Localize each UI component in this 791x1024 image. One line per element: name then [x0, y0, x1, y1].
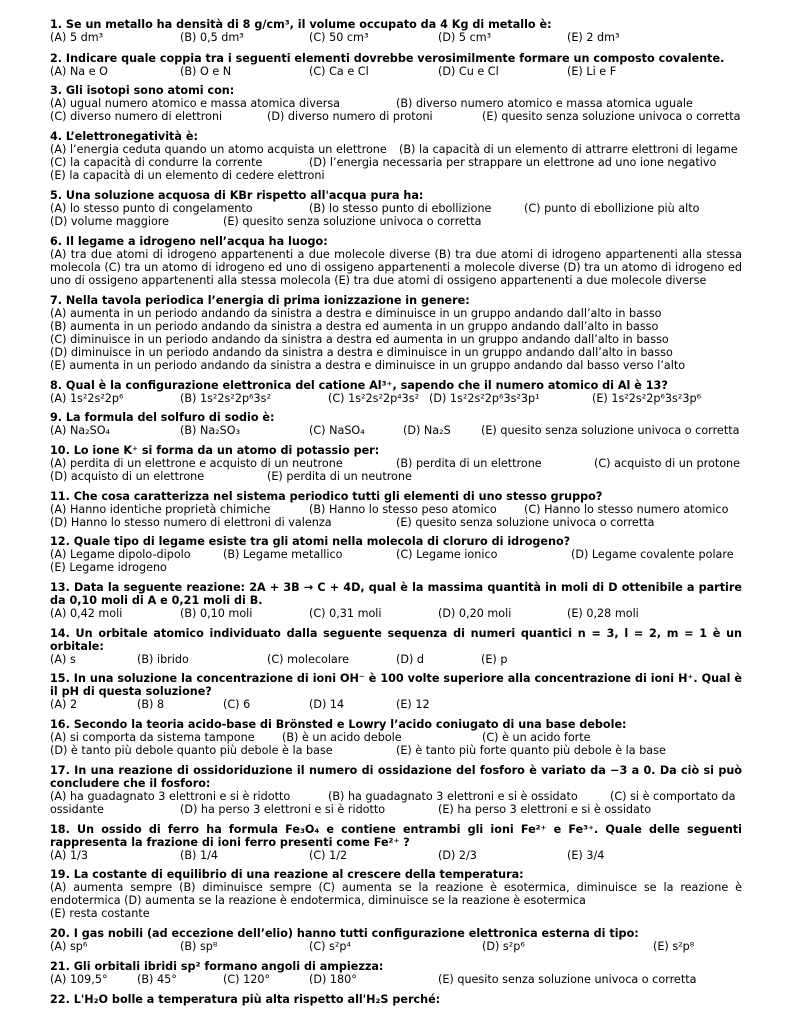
question-5-options-row1 — [50, 202, 742, 215]
q4-option-a: (A) l’energia ceduta quando un atomo acquista un elettrone — [50, 143, 387, 156]
question-21 — [50, 960, 742, 986]
q20-option-d: (D) s²p⁶ — [482, 940, 525, 953]
question-3-options-row2 — [50, 110, 742, 123]
question-7-title: 7. Nella tavola periodica l’energia di prima ionizzazione in genere: — [50, 294, 470, 307]
q13-option-b: (B) 0,10 moli — [180, 607, 253, 620]
q3-option-e: (E) quesito senza soluzione univoca o corretta — [482, 110, 741, 123]
q1-option-b: (B) 0,5 dm³ — [180, 31, 244, 44]
q9-option-a: (A) Na₂SO₄ — [50, 424, 111, 437]
question-17-options-row2 — [50, 803, 742, 816]
question-21-title: 21. Gli orbitali ibridi sp² formano angoli di ampiezza: — [50, 960, 384, 973]
question-7-options-row3 — [50, 333, 742, 346]
question-12-options-row1 — [50, 548, 742, 561]
q8-option-b: (B) 1s²2s²2p⁶3s² — [180, 392, 271, 405]
q5-option-e: (E) quesito senza soluzione univoca o corretta — [223, 215, 482, 228]
q12-option-c: (C) Legame ionico — [396, 548, 498, 561]
question-18-title: 18. Un ossido di ferro ha formula Fe₃O₄ e contiene entrambi gli ioni Fe²⁺ e Fe³⁺. Quale delle seguenti rappresenta la frazione di ioni ferro presenti come Fe²⁺ ? — [50, 823, 742, 849]
q14-option-e: (E) p — [481, 653, 508, 666]
q20-option-c: (C) s²p⁴ — [309, 940, 351, 953]
q13-option-d: (D) 0,20 moli — [438, 607, 512, 620]
q21-option-a: (A) 109,5° — [50, 973, 108, 986]
q2-option-b: (B) O e N — [180, 65, 232, 78]
question-7-options-row1 — [50, 307, 742, 320]
q11-option-e: (E) quesito senza soluzione univoca o corretta — [396, 516, 655, 529]
q8-option-c: (C) 1s²2s²2p⁴3s² — [328, 392, 420, 405]
question-19-title: 19. La costante di equilibrio di una reazione al crescere della temperatura: — [50, 868, 524, 881]
q13-option-e: (E) 0,28 moli — [567, 607, 639, 620]
question-7-options-row2 — [50, 320, 742, 333]
question-19 — [50, 868, 742, 920]
question-15-title: 15. In una soluzione la concentrazione di ioni OH⁻ è 100 volte superiore alla concentrazione di ioni H⁺. Qual è il pH di questa soluzione? — [50, 672, 742, 698]
question-11-title: 11. Che cosa caratterizza nel sistema periodico tutti gli elementi di uno stesso gruppo? — [50, 490, 603, 503]
question-9 — [50, 411, 742, 437]
q14-option-d: (D) d — [396, 653, 425, 666]
q8-option-d: (D) 1s²2s²2p⁶3s²3p¹ — [429, 392, 540, 405]
question-10-title: 10. Lo ione K⁺ si forma da un atomo di potassio per: — [50, 444, 380, 457]
question-12 — [50, 535, 742, 574]
question-3-options-row1 — [50, 97, 742, 110]
q18-option-c: (C) 1/2 — [309, 849, 348, 862]
question-15-options — [50, 698, 742, 711]
q15-option-c: (C) 6 — [223, 698, 251, 711]
question-5 — [50, 189, 742, 228]
q2-option-d: (D) Cu e Cl — [438, 65, 499, 78]
question-21-options — [50, 973, 742, 986]
q21-option-b: (B) 45° — [137, 973, 177, 986]
question-22-title: 22. L'H₂O bolle a temperatura più alta rispetto all'H₂S perché: — [50, 993, 441, 1006]
question-18-options — [50, 849, 742, 862]
q11-option-b: (B) Hanno lo stesso peso atomico — [309, 503, 497, 516]
q18-option-a: (A) 1/3 — [50, 849, 88, 862]
q9-option-e: (E) quesito senza soluzione univoca o corretta — [481, 424, 740, 437]
q5-option-b: (B) lo stesso punto di ebollizione — [309, 202, 492, 215]
question-15 — [50, 672, 742, 711]
q12-option-e: (E) Legame idrogeno — [50, 561, 167, 574]
question-1 — [50, 18, 742, 44]
question-13-title: 13. Data la seguente reazione: 2A + 3B → C + 4D, qual è la massima quantità in moli di D ottenibile a partire da 0,10 moli di A e 0,21 moli di B. — [50, 581, 742, 607]
q18-option-d: (D) 2/3 — [438, 849, 477, 862]
question-19-options: (A) aumenta sempre (B) diminuisce sempre (C) aumenta se la reazione è esotermica, diminuisce se la reazione è endotermica (D) aumenta se la reazione è endotermica, diminuisce se la reazione è esotermica — [50, 881, 742, 907]
q11-option-d: (D) Hanno lo stesso numero di elettroni di valenza — [50, 516, 332, 529]
q10-option-c: (C) acquisto di un protone — [594, 457, 741, 470]
question-8-title: 8. Qual è la configurazione elettronica del catione Al³⁺, sapendo che il numero atomico di Al è 13? — [50, 379, 668, 392]
question-17-options-row1 — [50, 790, 742, 803]
q9-option-b: (B) Na₂SO₃ — [180, 424, 241, 437]
q18-option-e: (E) 3/4 — [567, 849, 605, 862]
q4-option-b: (B) la capacità di un elemento di attrarre elettroni di legame — [399, 143, 738, 156]
question-12-options-row2 — [50, 561, 742, 574]
q5-option-c: (C) punto di ebollizione più alto — [524, 202, 700, 215]
question-13 — [50, 581, 742, 620]
q10-option-d: (D) acquisto di un elettrone — [50, 470, 205, 483]
q16-option-d: (D) è tanto più debole quanto più debole è la base — [50, 744, 333, 757]
q10-option-b: (B) perdita di un elettrone — [396, 457, 542, 470]
q4-option-d: (D) l’energia necessaria per strappare un elettrone ad uno ione negativo — [309, 156, 717, 169]
q2-option-c: (C) Ca e Cl — [309, 65, 369, 78]
question-6-title: 6. Il legame a idrogeno nell’acqua ha luogo: — [50, 235, 328, 248]
q16-option-a: (A) si comporta da sistema tampone — [50, 731, 255, 744]
question-9-options — [50, 424, 742, 437]
q18-option-b: (B) 1/4 — [180, 849, 218, 862]
q2-option-a: (A) Na e O — [50, 65, 108, 78]
q21-option-c: (C) 120° — [223, 973, 271, 986]
question-2-options — [50, 65, 742, 78]
question-22 — [50, 993, 742, 1006]
q12-option-d: (D) Legame covalente polare — [571, 548, 734, 561]
question-11 — [50, 490, 742, 529]
question-4-options-row2 — [50, 156, 742, 169]
q1-option-a: (A) 5 dm³ — [50, 31, 104, 44]
q8-option-a: (A) 1s²2s²2p⁶ — [50, 392, 124, 405]
q12-option-b: (B) Legame metallico — [223, 548, 343, 561]
question-1-title: 1. Se un metallo ha densità di 8 g/cm³, il volume occupato da 4 Kg di metallo è: — [50, 18, 552, 31]
question-13-options — [50, 607, 742, 620]
question-4-options-row1 — [50, 143, 742, 156]
q1-option-d: (D) 5 cm³ — [438, 31, 492, 44]
q9-option-c: (C) NaSO₄ — [309, 424, 365, 437]
question-18 — [50, 823, 742, 862]
q3-option-b: (B) diverso numero atomico e massa atomica uguale — [396, 97, 693, 110]
question-9-title: 9. La formula del solfuro di sodio è: — [50, 411, 275, 424]
question-8-options — [50, 392, 742, 405]
q20-option-a: (A) sp⁶ — [50, 940, 88, 953]
question-11-options-row2 — [50, 516, 742, 529]
q1-option-c: (C) 50 cm³ — [309, 31, 369, 44]
q7-option-e: (E) aumenta in un periodo andando da sinistra a destra e diminuisce in un gruppo andando dal basso verso l’alto — [50, 359, 686, 372]
question-7-options-row4 — [50, 346, 742, 359]
question-16-title: 16. Secondo la teoria acido-base di Brönsted e Lowry l’acido coniugato di una base debole: — [50, 718, 627, 731]
question-16-options-row1 — [50, 731, 742, 744]
q5-option-a: (A) lo stesso punto di congelamento — [50, 202, 253, 215]
q19-option-e: (E) resta costante — [50, 907, 150, 920]
q15-option-e: (E) 12 — [396, 698, 430, 711]
q17-option-b: (B) ha guadagnato 3 elettroni e si è ossidato — [328, 790, 578, 803]
question-5-options-row2 — [50, 215, 742, 228]
q7-option-c: (C) diminuisce in un periodo andando da sinistra a destra ed aumenta in un gruppo andando dall’alto in basso — [50, 333, 669, 346]
q17-option-c-cont: ossidante — [50, 803, 104, 816]
question-14 — [50, 627, 742, 666]
q5-option-d: (D) volume maggiore — [50, 215, 170, 228]
q11-option-a: (A) Hanno identiche proprietà chimiche — [50, 503, 271, 516]
q11-option-c: (C) Hanno lo stesso numero atomico — [524, 503, 729, 516]
q4-option-c: (C) la capacità di condurre la corrente — [50, 156, 263, 169]
question-4 — [50, 130, 742, 182]
q4-option-e: (E) la capacità di un elemento di cedere elettroni — [50, 169, 325, 182]
q14-option-a: (A) s — [50, 653, 76, 666]
question-20-options — [50, 940, 742, 953]
q3-option-c: (C) diverso numero di elettroni — [50, 110, 223, 123]
q7-option-b: (B) aumenta in un periodo andando da sinistra a destra ed aumenta in un gruppo andando dall’alto in basso — [50, 320, 659, 333]
q9-option-d: (D) Na₂S — [403, 424, 451, 437]
question-10 — [50, 444, 742, 483]
question-10-options-row1 — [50, 457, 742, 470]
q16-option-e: (E) è tanto più forte quanto più debole è la base — [396, 744, 666, 757]
q14-option-c: (C) molecolare — [267, 653, 350, 666]
question-3-title: 3. Gli isotopi sono atomi con: — [50, 84, 235, 97]
q17-option-d: (D) ha perso 3 elettroni e si è ridotto — [180, 803, 386, 816]
q16-option-c: (C) è un acido forte — [482, 731, 591, 744]
question-5-title: 5. Una soluzione acquosa di KBr rispetto all'acqua pura ha: — [50, 189, 424, 202]
question-20 — [50, 927, 742, 953]
question-14-title: 14. Un orbitale atomico individuato dalla seguente sequenza di numeri quantici n = 3, l = 2, m = 1 è un orbitale: — [50, 627, 742, 653]
question-16 — [50, 718, 742, 757]
q17-option-c: (C) si è comportato da — [610, 790, 736, 803]
question-10-options-row2 — [50, 470, 742, 483]
question-4-options-row3 — [50, 169, 742, 182]
q12-option-a: (A) Legame dipolo-dipolo — [50, 548, 191, 561]
q20-option-b: (B) sp⁸ — [180, 940, 218, 953]
question-17-title: 17. In una reazione di ossidoriduzione il numero di ossidazione del fosforo è variato da −3 a 0. Da ciò si può concludere che il fosforo: — [50, 764, 742, 790]
question-12-title: 12. Quale tipo di legame esiste tra gli atomi nella molecola di cloruro di idrogeno? — [50, 535, 571, 548]
q16-option-b: (B) è un acido debole — [282, 731, 402, 744]
q8-option-e: (E) 1s²2s²2p⁶3s²3p⁶ — [592, 392, 702, 405]
q10-option-a: (A) perdita di un elettrone e acquisto di un neutrone — [50, 457, 343, 470]
question-17 — [50, 764, 742, 816]
question-19-options-last — [50, 907, 742, 920]
q13-option-c: (C) 0,31 moli — [309, 607, 382, 620]
q7-option-d: (D) diminuisce in un periodo andando da sinistra a destra e diminuisce in un gruppo andando dall’alto in basso — [50, 346, 673, 359]
question-16-options-row2 — [50, 744, 742, 757]
q2-option-e: (E) Li e F — [567, 65, 617, 78]
q17-option-a: (A) ha guadagnato 3 elettroni e si è ridotto — [50, 790, 291, 803]
q1-option-e: (E) 2 dm³ — [567, 31, 620, 44]
q3-option-d: (D) diverso numero di protoni — [267, 110, 433, 123]
q10-option-e: (E) perdita di un neutrone — [267, 470, 412, 483]
question-11-options-row1 — [50, 503, 742, 516]
q17-option-e: (E) ha perso 3 elettroni e si è ossidato — [438, 803, 652, 816]
q3-option-a: (A) ugual numero atomico e massa atomica diversa — [50, 97, 341, 110]
q13-option-a: (A) 0,42 moli — [50, 607, 123, 620]
question-2-title: 2. Indicare quale coppia tra i seguenti elementi dovrebbe verosimilmente formare un composto covalente. — [50, 52, 725, 65]
q21-option-e: (E) quesito senza soluzione univoca o corretta — [438, 973, 697, 986]
question-20-title: 20. I gas nobili (ad eccezione dell’elio) hanno tutti configurazione elettronica esterna di tipo: — [50, 927, 639, 940]
question-7-options-row5 — [50, 359, 742, 372]
question-7 — [50, 294, 742, 372]
question-6 — [50, 235, 742, 287]
question-2 — [50, 52, 742, 78]
question-6-options: (A) tra due atomi di idrogeno appartenenti a due molecole diverse (B) tra due atomi di idrogeno appartenenti alla stessa molecola (C) tra un atomo di idrogeno ed uno di ossigeno appartenenti a molecole diverse (D) tra un atomo di idrogeno ed uno di ossigeno appartenenti alla stessa molecola (E) tra due atomi di ossigeno appartenenti a due molecole diverse — [50, 248, 742, 287]
question-3 — [50, 84, 742, 123]
question-4-title: 4. L’elettronegatività è: — [50, 130, 198, 143]
q15-option-a: (A) 2 — [50, 698, 78, 711]
question-14-options — [50, 653, 742, 666]
q15-option-d: (D) 14 — [309, 698, 345, 711]
question-1-options — [50, 31, 742, 44]
q14-option-b: (B) ibrido — [137, 653, 189, 666]
q15-option-b: (B) 8 — [137, 698, 165, 711]
q20-option-e: (E) s²p⁸ — [653, 940, 695, 953]
question-8 — [50, 379, 742, 405]
q21-option-d: (D) 180° — [309, 973, 357, 986]
q7-option-a: (A) aumenta in un periodo andando da sinistra a destra e diminuisce in un gruppo andando dall’alto in basso — [50, 307, 662, 320]
